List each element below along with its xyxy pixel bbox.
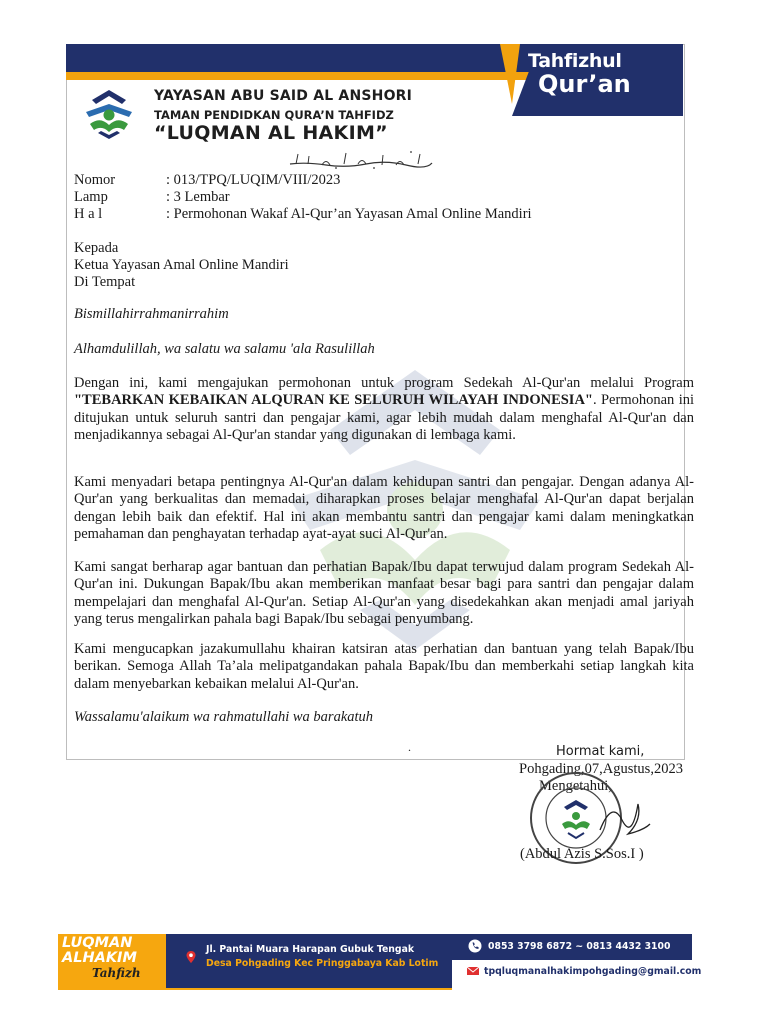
recipient-line-2: Ketua Yayasan Amal Online Mandiri (74, 257, 289, 273)
foundation-logo-icon (82, 88, 136, 140)
paragraph-1 (74, 375, 694, 444)
recipient-line-3: Di Tempat (74, 274, 136, 290)
p3-text: Kami sangat berharap agar bantuan dan perhatian Bapak/Ibu dapat terwujud dalam program Sedekah Al-Qur'an ini. Dukungan Bapak/Ibu akan memberikan manfaat besar bagi para santri dan pengajar dalam mempelajari dan menghafal Al-Qur'an. Setiap Al-Qur'an yang disedekahkan akan menjadi amal jariyah yang terus mengalirkan pahala bagi Bapak/Ibu sebagai penyumbang. (74, 559, 694, 627)
basmala-calligraphy (286, 148, 436, 170)
footer-logo-line-3: Tahfizh (92, 966, 141, 980)
footer-logo-line-1: LUQMAN (62, 935, 133, 951)
signer-name: (Abdul Azis S.Sos.I ) (520, 846, 644, 862)
footer-logo (62, 936, 162, 981)
meta-hal (74, 206, 532, 223)
handwritten-signature (592, 790, 652, 850)
location-pin-icon (184, 950, 198, 964)
footer-address-line-1: Jl. Pantai Muara Harapan Gubuk Tengak (206, 944, 415, 955)
p2-text: Kami menyadari betapa pentingnya Al-Qur'an dalam kehidupan santri dan pengajar. Dengan adanya Al-Qur'an yang berkualitas dan memadai, diharapkan proses belajar menghafal Al-Qur'an dapat berjalan dengan lebih baik dan efektif. Hal ini akan membantu santri dan pengajar kami dalam meningkatkan pemahaman dan penghayatan terhadap ayat-ayat suci Al-Qur'an. (74, 474, 694, 542)
greeting: Alhamdulillah, wa salatu wa salamu 'ala Rasulillah (74, 341, 375, 357)
nomor-value: : 013/TPQ/LUQIM/VIII/2023 (166, 172, 341, 188)
org-name: YAYASAN ABU SAID AL ANSHORI (154, 88, 413, 104)
lamp-value: : 3 Lembar (166, 189, 230, 205)
p4-text: Kami mengucapkan jazakumullahu khairan katsiran atas perhatian dan bantuan yang telah Bapak/Ibu berikan. Semoga Allah Ta’ala melipatgandakan pahala Bapak/Ibu dan memberkahi setiap langkah kita dalam menyebarkan kebaikan melalui Al-Qur'an. (74, 641, 694, 692)
regards-text: Hormat kami, (556, 744, 645, 759)
signature-dot: . (408, 740, 411, 754)
known-by: Mengetahui, (539, 778, 612, 794)
paragraph-4 (74, 641, 694, 693)
footer-phone: 0853 3798 6872 ~ 0813 4432 3100 (488, 941, 671, 952)
brand-title (528, 52, 678, 96)
closing-salam: Wassalamu'alaikum wa rahmatullahi wa barakatuh (74, 709, 374, 725)
place-date: Pohgading,07,Agustus,2023 (519, 761, 683, 777)
opening-basmalah: Bismillahirrahmanirrahim (74, 306, 229, 322)
nomor-label: Nomor (74, 172, 116, 188)
program-name: "TEBARKAN KEBAIKAN ALQURAN KE SELURUH WILAYAH INDONESIA" (74, 392, 593, 409)
brand-line-2: Qur’an (538, 70, 631, 98)
phone-icon (468, 939, 482, 953)
footer-address-line-2: Desa Pohgading Kec Pringgabaya Kab Lotim (206, 958, 439, 969)
recipient-line-1: Kepada (74, 240, 119, 256)
paragraph-3 (74, 559, 694, 628)
org-school-name: “LUQMAN AL HAKIM” (154, 122, 388, 144)
hal-label: H a l (74, 206, 103, 222)
p1-text-c: . Permohonan ini ditujukan untuk seluruh santri dan pengajar kami, agar lebih mudah dalam menghafal Al-Qur'an dan menjadikannya sebagai Al-Qur'an standar yang digunakan di lembaga kami. (74, 392, 694, 443)
brand-line-1: Tahfizhul (528, 50, 622, 72)
hal-value: : Permohonan Wakaf Al-Qur’an Yayasan Amal Online Mandiri (166, 206, 532, 222)
org-subtitle: TAMAN PENDIDKAN QURA’N TAHFIDZ (154, 108, 394, 122)
footer-logo-line-2: ALHAKIM (62, 950, 137, 966)
footer-email: tpqluqmanalhakimpohgading@gmail.com (484, 966, 702, 977)
paragraph-2 (74, 474, 694, 543)
meta-nomor (74, 172, 340, 189)
email-icon (466, 964, 480, 978)
lamp-label: Lamp (74, 189, 108, 205)
meta-lamp (74, 189, 230, 206)
p1-text-a: Dengan ini, kami mengajukan permohonan untuk program Sedekah Al-Qur'an melalui Program (74, 375, 694, 391)
